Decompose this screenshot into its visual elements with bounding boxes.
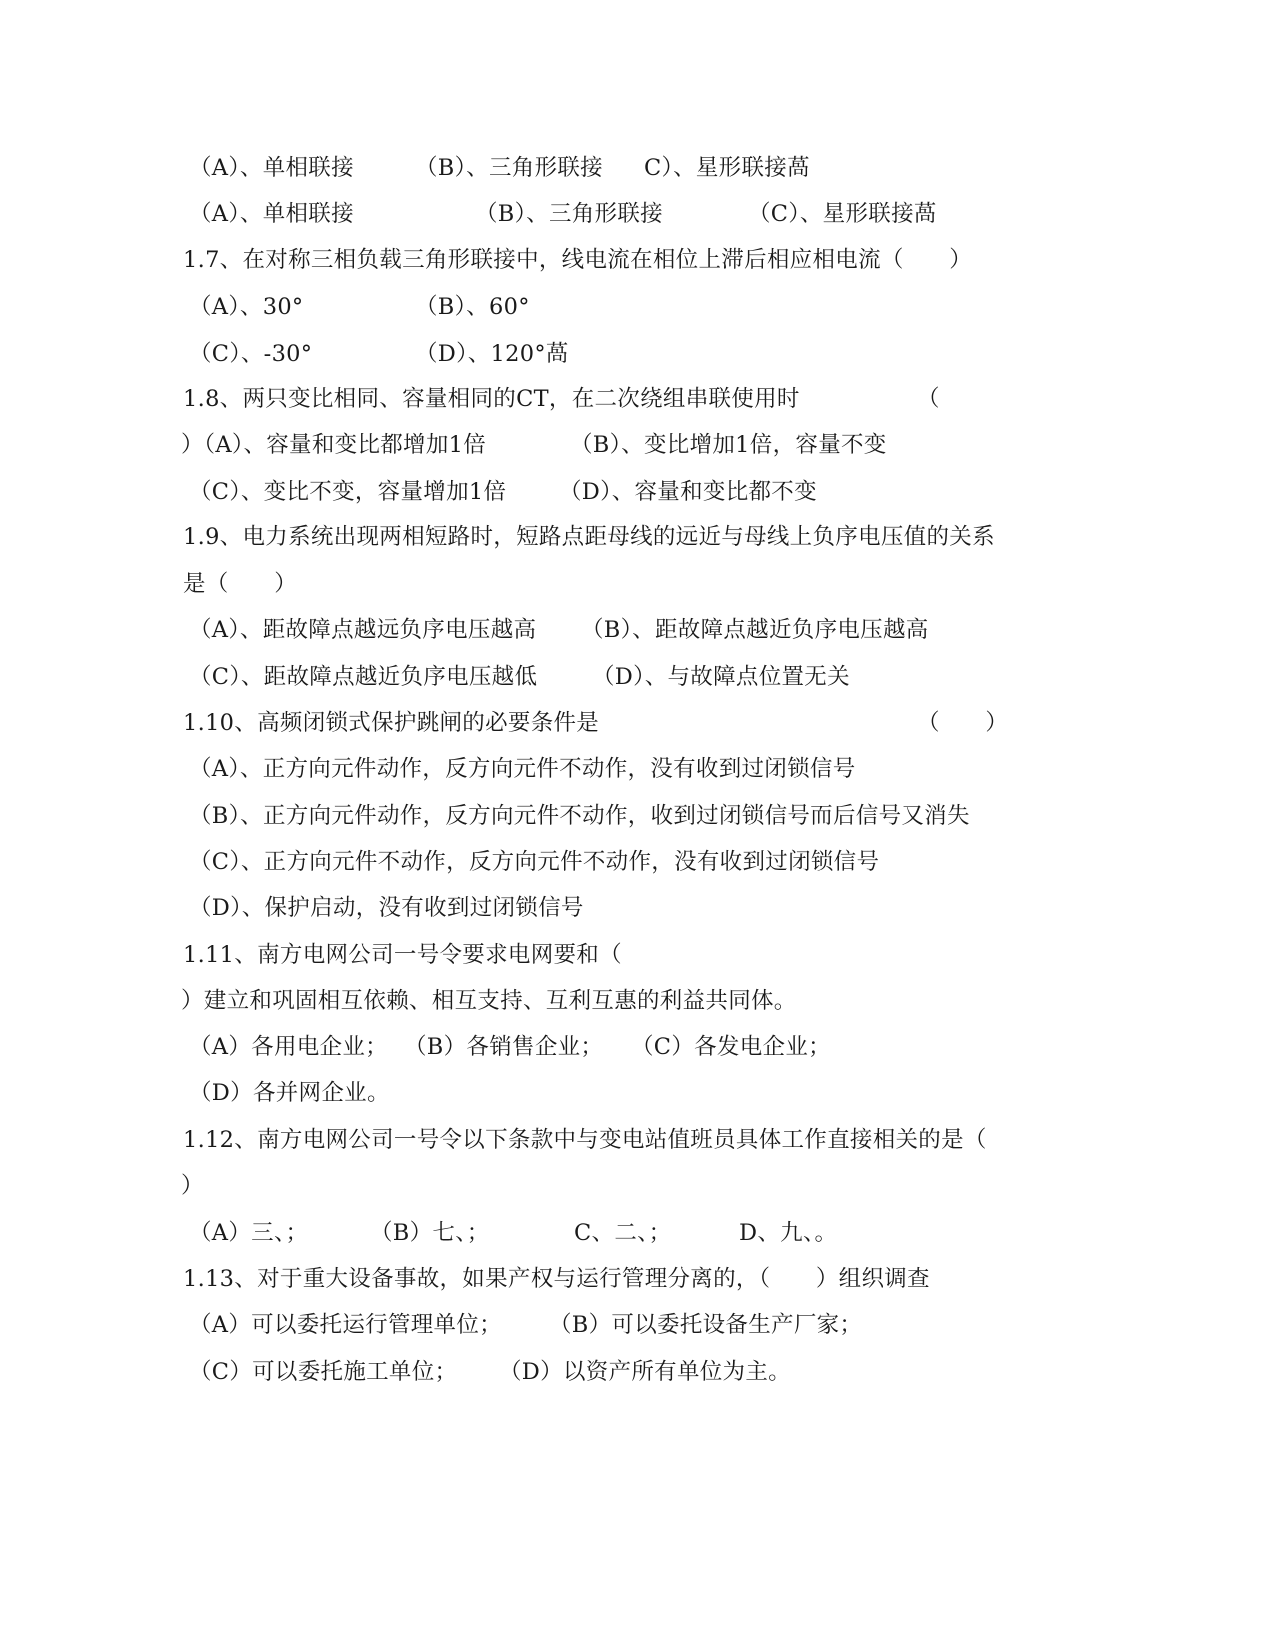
option-d: （D）以资产所有单位为主。 <box>499 1359 791 1385</box>
answer-options-line <box>181 425 887 465</box>
option-c: C）、星形联接萵 <box>644 155 810 181</box>
option-c: （C）、-30° <box>189 341 313 367</box>
option-a: （A）、30° <box>189 294 304 320</box>
option-c: （C）、星形联接萵 <box>748 201 937 227</box>
option-c: （C）、距故障点越近负序电压越低 <box>189 664 538 690</box>
option-a: （A）三、； <box>189 1220 309 1246</box>
question-1-12-continued: ） <box>181 1173 204 1199</box>
answer-bracket: （ <box>917 386 940 412</box>
question-line <box>183 1259 930 1299</box>
answer-options-line <box>189 148 810 188</box>
answer-options-line <box>189 1213 838 1253</box>
question-1-13: 1.13、对于重大设备事故，如果产权与运行管理分离的，（ ）组织调查 <box>183 1266 930 1292</box>
answer-options-line <box>189 610 929 650</box>
option-b: （B）、变比增加1倍，容量不变 <box>570 432 887 458</box>
option-c: （C）、正方向元件不动作，反方向元件不动作，没有收到过闭锁信号 <box>189 849 880 875</box>
option-a: （A）可以委托运行管理单位； <box>189 1312 502 1338</box>
question-line <box>183 564 298 604</box>
option-b: （B）、三角形联接 <box>415 155 603 181</box>
option-c: （C）、变比不变，容量增加1倍 <box>189 479 507 505</box>
option-c: （C）各发电企业； <box>631 1034 831 1060</box>
question-line <box>181 981 797 1021</box>
question-1-11: 1.11、南方电网公司一号令要求电网要和（ <box>183 942 622 968</box>
question-line <box>183 703 1009 743</box>
option-d: （D）、与故障点位置无关 <box>592 664 850 690</box>
question-1-10: 1.10、高频闭锁式保护跳闸的必要条件是 <box>183 710 600 736</box>
answer-option-line <box>189 842 880 882</box>
option-a: （A）、正方向元件动作，反方向元件不动作，没有收到过闭锁信号 <box>189 756 856 782</box>
answer-options-line <box>189 287 530 327</box>
option-c: （C）可以委托施工单位； <box>189 1359 458 1385</box>
option-b: （B）、60° <box>415 294 530 320</box>
question-1-9-continued: 是（ ） <box>183 571 298 597</box>
question-line <box>183 935 622 975</box>
option-c: C、二、； <box>574 1220 672 1246</box>
option-b: （B）、距故障点越近负序电压越高 <box>581 617 929 643</box>
option-d: （D）、容量和变比都不变 <box>559 479 817 505</box>
question-1-8: 1.8、两只变比相同、容量相同的CT，在二次绕组串联使用时 <box>183 386 800 412</box>
question-1-11-continued: ）建立和巩固相互依赖、相互支持、互利互惠的利益共同体。 <box>181 988 797 1014</box>
answer-option-line <box>189 1073 390 1113</box>
question-line <box>183 379 940 419</box>
answer-options-line <box>189 1305 863 1345</box>
option-a: （A）各用电企业； <box>189 1034 388 1060</box>
question-line <box>181 1166 219 1206</box>
option-b: （B）、三角形联接 <box>475 201 663 227</box>
answer-options-line <box>189 194 937 234</box>
option-d: D、九、。 <box>739 1220 838 1246</box>
option-a: （A）、距故障点越远负序电压越高 <box>189 617 537 643</box>
option-d: （D）、保护启动，没有收到过闭锁信号 <box>189 895 584 921</box>
option-a: （A）、单相联接 <box>189 201 354 227</box>
answer-bracket: （ ） <box>917 710 1009 736</box>
option-b: （B）七、； <box>370 1220 490 1246</box>
option-b: （B）各销售企业； <box>404 1034 604 1060</box>
question-1-12: 1.12、南方电网公司一号令以下条款中与变电站值班员具体工作直接相关的是（ <box>183 1127 987 1153</box>
question-line <box>183 240 973 280</box>
option-b: （B）可以委托设备生产厂家； <box>549 1312 863 1338</box>
answer-options-line <box>189 1352 791 1392</box>
question-line <box>183 517 995 557</box>
option-d: （D）、120°萵 <box>415 341 569 367</box>
answer-option-line <box>189 796 970 836</box>
answer-option-line <box>189 749 856 789</box>
answer-option-line <box>189 888 584 928</box>
option-b: （B）、正方向元件动作，反方向元件不动作，收到过闭锁信号而后信号又消失 <box>189 803 970 829</box>
option-a: （A）、单相联接 <box>189 155 354 181</box>
question-1-7: 1.7、在对称三相负载三角形联接中，线电流在相位上滞后相应相电流（ ） <box>183 247 973 273</box>
answer-options-line <box>189 1027 831 1067</box>
question-1-9: 1.9、电力系统出现两相短路时，短路点距母线的远近与母线上负序电压值的关系 <box>183 524 995 550</box>
answer-options-line <box>189 657 850 697</box>
answer-options-line <box>189 334 569 374</box>
question-line <box>183 1120 987 1160</box>
option-d: （D）各并网企业。 <box>189 1080 390 1106</box>
answer-options-line <box>189 472 817 512</box>
option-a: ）（A）、容量和变比都增加1倍 <box>181 432 487 458</box>
